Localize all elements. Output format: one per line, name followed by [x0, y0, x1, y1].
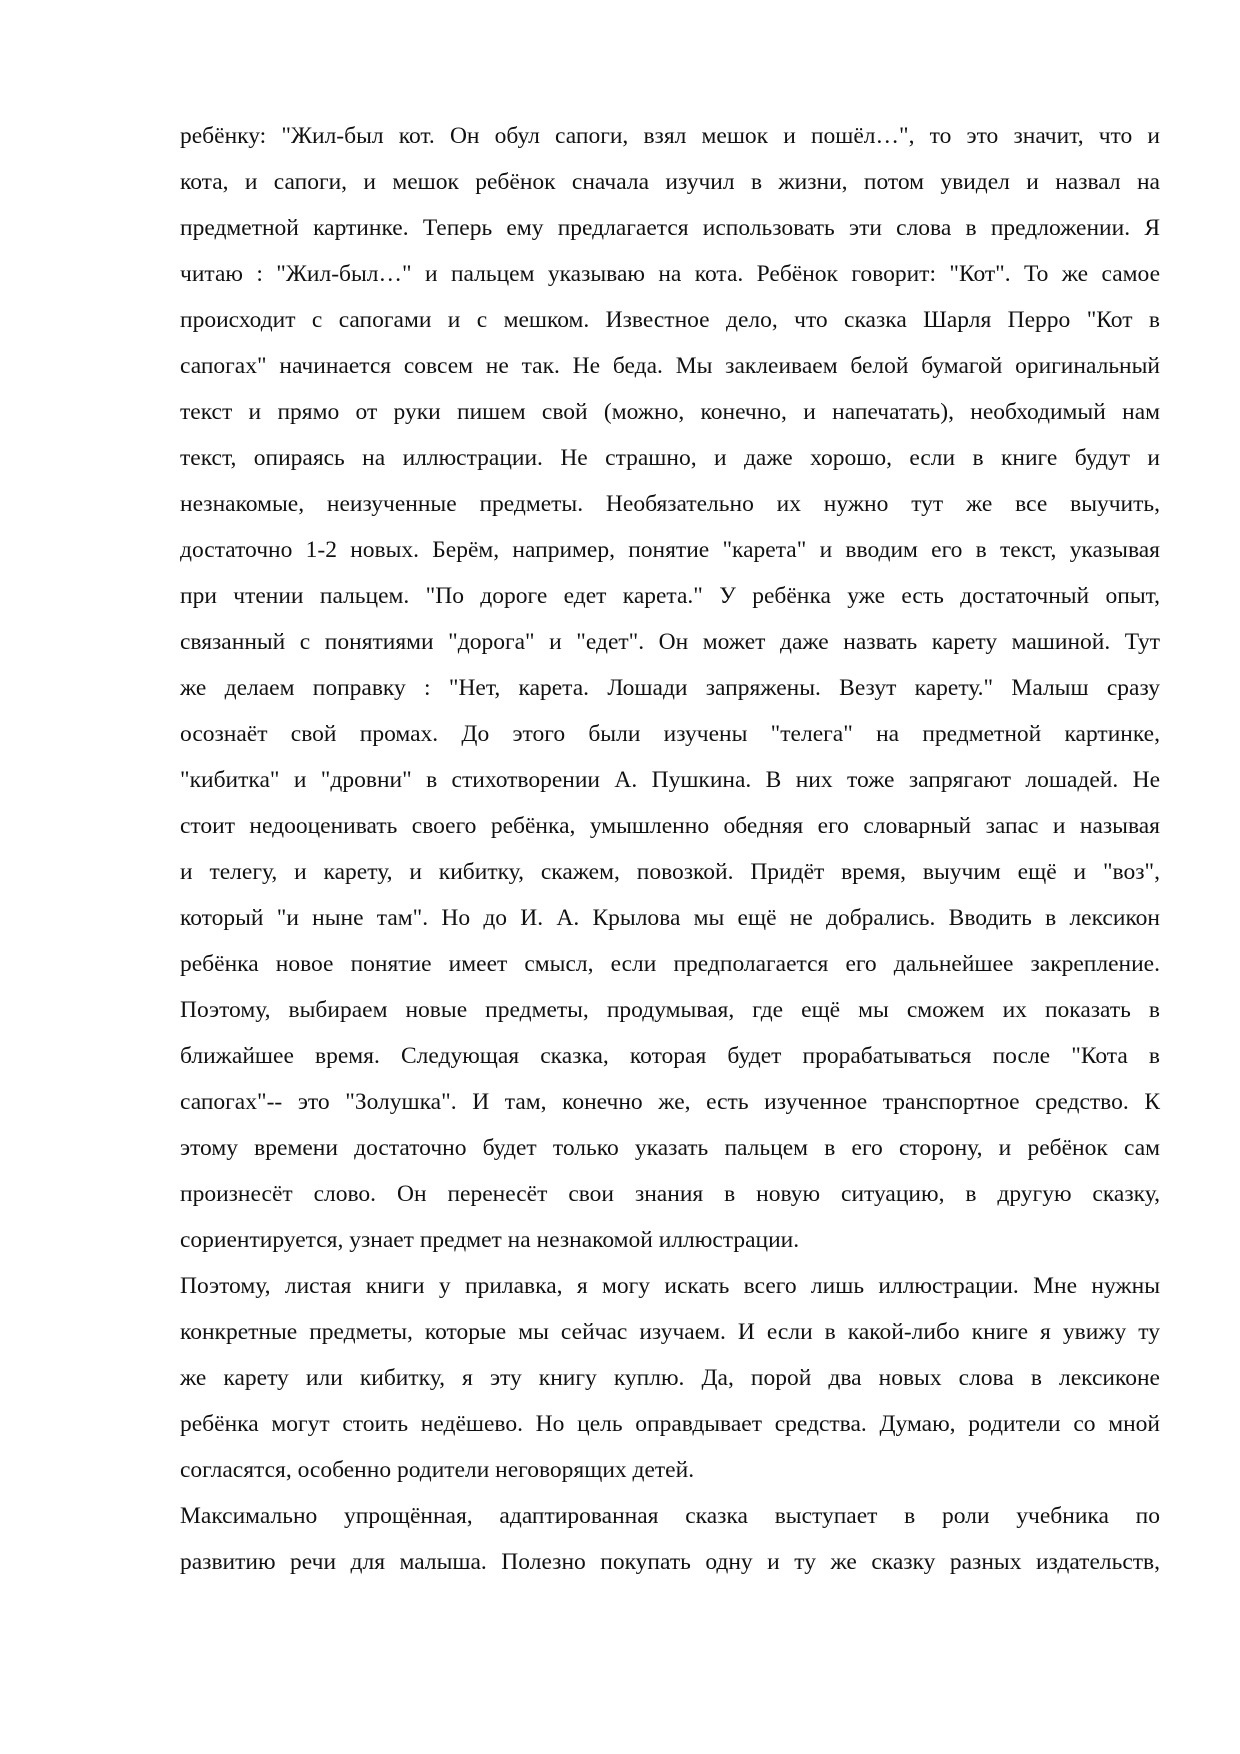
text-line: который "и ныне там". Но до И. А. Крылова мы ещё не добрались. Вводить в лексикон — [180, 905, 1160, 931]
text-line: же карету или кибитку, я эту книгу куплю. Да, порой два новых слова в лексиконе — [180, 1365, 1160, 1391]
text-line: произнесёт слово. Он перенесёт свои знания в новую ситуацию, в другую сказку, — [180, 1181, 1160, 1207]
text-line: ребёнка могут стоить недёшево. Но цель оправдывает средства. Думаю, родители со мной — [180, 1411, 1160, 1437]
paragraph-1 — [180, 113, 1160, 1263]
text-line: "кибитка" и "дровни" в стихотворении А. Пушкина. В них тоже запрягают лошадей. Не — [180, 767, 1160, 793]
text-line: текст и прямо от руки пишем свой (можно, конечно, и напечатать), необходимый нам — [180, 399, 1160, 425]
text-line: читаю : "Жил-был…" и пальцем указываю на кота. Ребёнок говорит: "Кот". То же самое — [180, 261, 1160, 287]
body-text — [180, 113, 1160, 1585]
text-line: происходит с сапогами и с мешком. Известное дело, что сказка Шарля Перро "Кот в — [180, 307, 1160, 333]
text-line: ребёнка новое понятие имеет смысл, если предполагается его дальнейшее закрепление. — [180, 951, 1160, 977]
text-line: ближайшее время. Следующая сказка, которая будет прорабатываться после "Кота в — [180, 1043, 1160, 1069]
text-line: связанный с понятиями "дорога" и "едет". Он может даже назвать карету машиной. Тут — [180, 629, 1160, 655]
text-line: стоит недооценивать своего ребёнка, умышленно обедняя его словарный запас и называя — [180, 813, 1160, 839]
text-line: и телегу, и карету, и кибитку, скажем, повозкой. Придёт время, выучим ещё и "воз", — [180, 859, 1160, 885]
text-line: этому времени достаточно будет только указать пальцем в его сторону, и ребёнок сам — [180, 1135, 1160, 1161]
text-line: предметной картинке. Теперь ему предлагается использовать эти слова в предложении. Я — [180, 215, 1160, 241]
text-line: конкретные предметы, которые мы сейчас изучаем. И если в какой-либо книге я увижу ту — [180, 1319, 1160, 1345]
text-line: развитию речи для малыша. Полезно покупать одну и ту же сказку разных издательств, — [180, 1549, 1160, 1575]
text-line: кота, и сапоги, и мешок ребёнок сначала изучил в жизни, потом увидел и назвал на — [180, 169, 1160, 195]
text-line: Поэтому, выбираем новые предметы, продумывая, где ещё мы сможем их показать в — [180, 997, 1160, 1023]
text-line: при чтении пальцем. "По дороге едет карета." У ребёнка уже есть достаточный опыт, — [180, 583, 1160, 609]
text-line: Максимально упрощённая, адаптированная сказка выступает в роли учебника по — [180, 1503, 1160, 1529]
text-line: же делаем поправку : "Нет, карета. Лошади запряжены. Везут карету." Малыш сразу — [180, 675, 1160, 701]
text-line: сапогах"-- это "Золушка". И там, конечно же, есть изученное транспортное средство. К — [180, 1089, 1160, 1115]
text-line: текст, опираясь на иллюстрации. Не страшно, и даже хорошо, если в книге будут и — [180, 445, 1160, 471]
text-line: сориентируется, узнает предмет на незнакомой иллюстрации. — [180, 1227, 800, 1253]
text-line: достаточно 1-2 новых. Берём, например, понятие "карета" и вводим его в текст, указывая — [180, 537, 1160, 563]
text-line: осознаёт свой промах. До этого были изучены "телега" на предметной картинке, — [180, 721, 1160, 747]
text-line: ребёнку: "Жил-был кот. Он обул сапоги, взял мешок и пошёл…", то это значит, что и — [180, 123, 1160, 149]
text-line: сапогах" начинается совсем не так. Не беда. Мы заклеиваем белой бумагой оригинальный — [180, 353, 1160, 379]
text-line: незнакомые, неизученные предметы. Необязательно их нужно тут же все выучить, — [180, 491, 1160, 517]
text-line: согласятся, особенно родители неговорящих детей. — [180, 1457, 695, 1483]
text-line: Поэтому, листая книги у прилавка, я могу искать всего лишь иллюстрации. Мне нужны — [180, 1273, 1160, 1299]
paragraph-2 — [180, 1263, 1160, 1493]
paragraph-3 — [180, 1493, 1160, 1585]
